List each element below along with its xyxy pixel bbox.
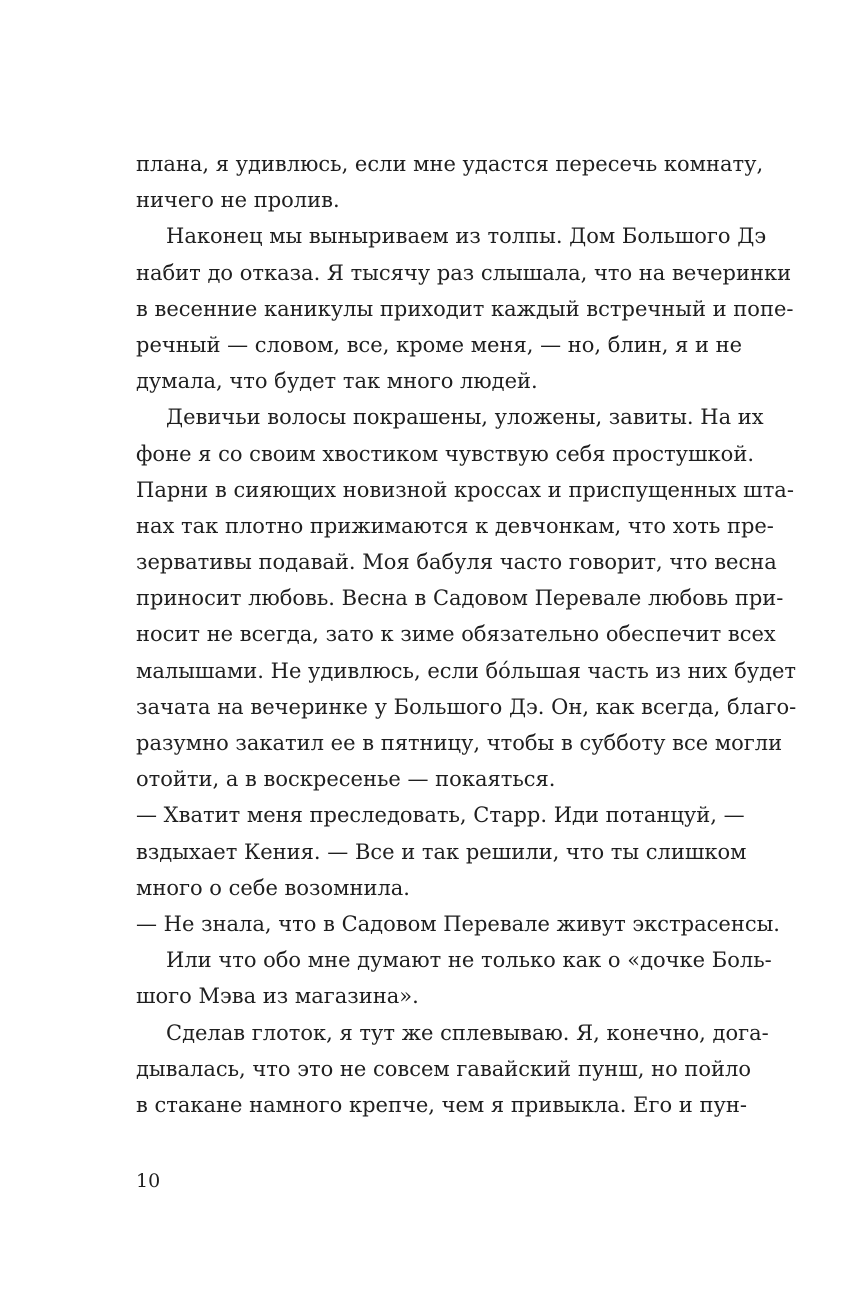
text-line: вздыхает Кения. — Все и так решили, что ты слишком [136, 839, 747, 864]
text-line: набит до отказа. Я тысячу раз слышала, что на вечеринки [136, 260, 792, 285]
text-line: речный — словом, все, кроме меня, — но, блин, я и не [136, 332, 743, 357]
text-line: отойти, а в воскресенье — покаяться. [136, 767, 556, 792]
text-line: ничего не пролив. [136, 188, 340, 213]
text-line: малышами. Не удивлюсь, если бóльшая часть из них будет [136, 658, 797, 683]
page-number: 10 [136, 1170, 161, 1192]
text-line: разумно закатил ее в пятницу, чтобы в субботу все могли [136, 731, 783, 755]
text-line: нах так плотно прижимаются к девчонкам, что хоть пре- [136, 513, 774, 538]
text-line: Наконец мы выныриваем из толпы. Дом Большого Дэ [166, 224, 767, 249]
text-line: фоне я со своим хвостиком чувствую себя простушкой. [136, 441, 754, 466]
text-line: много о себе возомнила. [136, 875, 410, 900]
text-line: — Хватит меня преследовать, Старр. Иди потанцуй, — [136, 803, 745, 828]
text-line: думала, что будет так много людей. [136, 369, 538, 394]
text-line: плана, я удивлюсь, если мне удастся пересечь комнату, [136, 152, 764, 176]
text-line: носит не всегда, зато к зиме обязательно обеспечит всех [136, 622, 776, 647]
text-line: дывалась, что это не совсем гавайский пунш, но пойло [136, 1056, 752, 1081]
text-line: в весенние каникулы приходит каждый встречный и попе- [136, 296, 794, 321]
text-line: зервативы подавай. Моя бабуля часто говорит, что весна [136, 550, 777, 575]
text-line: — Не знала, что в Садовом Перевале живут экстрасенсы. [136, 911, 780, 936]
text-line: Сделав глоток, я тут же сплевываю. Я, конечно, дога- [166, 1020, 769, 1045]
text-line: Девичьи волосы покрашены, уложены, завиты. На их [166, 405, 764, 430]
text-line: зачата на вечеринке у Большого Дэ. Он, как всегда, благо- [136, 694, 797, 719]
body-text [136, 146, 797, 1123]
text-line: в стакане намного крепче, чем я привыкла. Его и пун- [136, 1092, 747, 1117]
text-line: Парни в сияющих новизной кроссах и приспущенных шта- [136, 477, 794, 502]
text-line: приносит любовь. Весна в Садовом Перевале любовь при- [136, 586, 784, 611]
text-line: шого Мэва из магазина». [136, 984, 419, 1009]
text-line: Или что обо мне думают не только как о «дочке Боль- [166, 948, 772, 973]
